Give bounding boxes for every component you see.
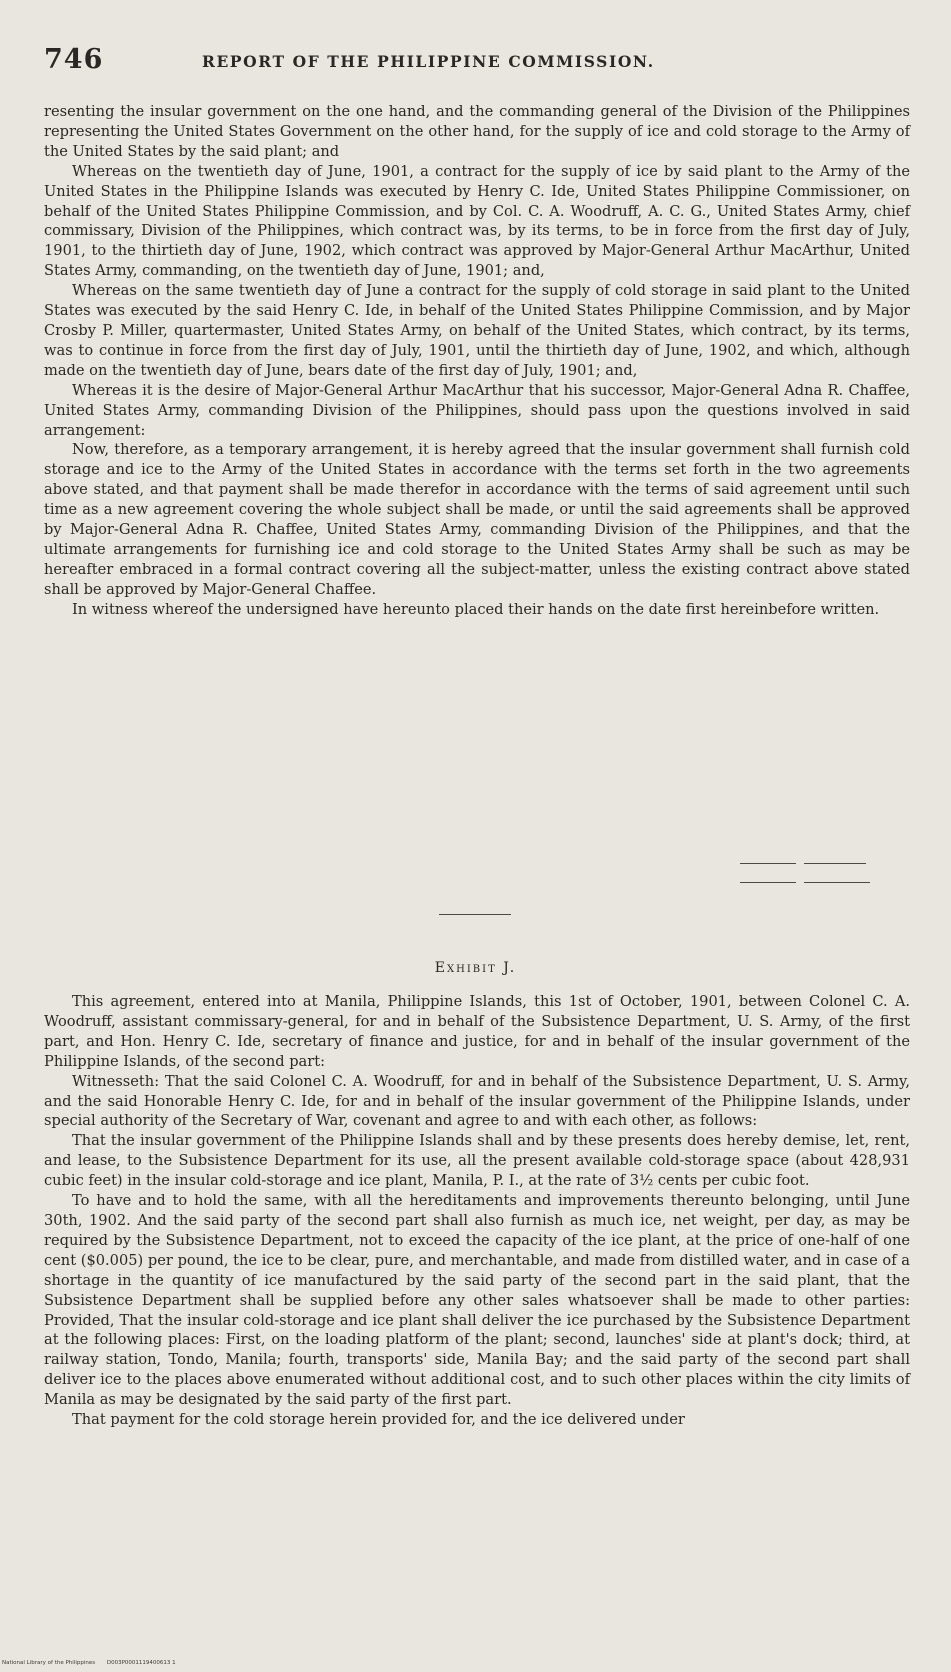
paragraph: Whereas on the same twentieth day of June a contract for the supply of cold storage in said plant to the United States was executed by the said Henry C. Ide, in behalf of the United States Philippine Commission, and by Major Crosby P. Miller, quartermaster, United States Army, on behalf of the United States, which contract, by its terms, was to continue in force from the first day of July, 1901, until the thirtieth day of June, 1902, and which, although made on the twentieth day of June, bears date of the first day of July, 1901; and,: [44, 282, 910, 379]
signature-line: [804, 882, 870, 883]
signature-line: [804, 863, 866, 864]
library-credit: National Library of the Philippines: [2, 1660, 96, 1666]
section-divider: [439, 914, 511, 915]
body-text-part1: [44, 102, 910, 620]
scan-code: D003P0001119400613 1: [106, 1660, 176, 1666]
exhibit-heading: Exhibit J.: [434, 960, 517, 976]
body-text-part2: [44, 992, 910, 1430]
paragraph: That payment for the cold storage herein provided for, and the ice delivered under: [72, 1411, 685, 1429]
paragraph: Witnesseth: That the said Colonel C. A. Woodruff, for and in behalf of the Subsistence Department, U. S. Army, and the said Honorable Henry C. Ide, for and in behalf of the insular government of the Philippine Islands, under special authority of the Secretary of War, covenant and agree to and with each other, as follows:: [44, 1072, 910, 1130]
paragraph: Whereas on the twentieth day of June, 1901, a contract for the supply of ice by said plant to the Army of the United States in the Philippine Islands was executed by Henry C. Ide, United States Philippine Commissioner, on behalf of the United States Philippine Commission, and by Col. C. A. Woodruff, A. C. G., United States Army, chief commissary, Division of the Philippines, which contract was, by its terms, to be in force from the first day of July, 1901, to the thirtieth day of June, 1902, which contract was approved by Major-General Arthur MacArthur, United States Army, commanding, on the twentieth day of June, 1901; and,: [44, 162, 910, 280]
signature-line: [740, 882, 796, 883]
paragraph: That the insular government of the Philippine Islands shall and by these presents does hereby demise, let, rent, and lease, to the Subsistence Department for its use, all the present available cold-storage space (about 428,931 cubic feet) in the insular cold-storage and ice plant, Manila, P. I., at the rate of 3½ cents per cubic foot.: [44, 1132, 910, 1190]
signature-lines: [740, 863, 880, 893]
signature-line: [740, 863, 796, 864]
page-header: [44, 44, 904, 84]
paragraph: resenting the insular government on the one hand, and the commanding general of the Division of the Philippines representing the United States Government on the other hand, for the supply of ice and cold storage to the Army of the United States by the said plant; and: [44, 103, 910, 160]
paragraph: This agreement, entered into at Manila, Philippine Islands, this 1st of October, 1901, between Colonel C. A. Woodruff, assistant commissary-general, for and in behalf of the Subsistence Department, U. S. Army, of the first part, and Hon. Henry C. Ide, secretary of finance and justice, for and in behalf of the insular government of the Philippine Islands, of the second part:: [44, 993, 910, 1070]
paragraph: In witness whereof the undersigned have hereunto placed their hands on the date first hereinbefore written.: [72, 600, 880, 618]
page-number: 746: [44, 44, 104, 75]
paragraph: To have and to hold the same, with all the hereditaments and improvements thereunto belonging, until June 30th, 1902. And the said party of the second part shall also furnish as much ice, net weight, per day, as may be required by the Subsistence Department, not to exceed the capacity of the ice plant, at the price of one-half of one cent ($0.005) per pound, the ice to be clear, pure, and merchantable, and made from distilled water, and in case of a shortage in the quantity of ice manufactured by the said party of the second part in the said plant, that the Subsistence Department shall be supplied before any other sales whatsoever shall be made to other parties: Provided, That the insular cold-storage and ice plant shall deliver the ice purchased by the Subsistence Department at the following places: First, on the loading platform of the plant; second, launches' side at plant's dock; third, at railway station, Tondo, Manila; fourth, transports' side, Manila Bay; and the said party of the second part shall deliver ice to the places above enumerated without additional cost, and to such other places within the city limits of Manila as may be designated by the said party of the first part.: [44, 1192, 910, 1409]
paragraph: Now, therefore, as a temporary arrangement, it is hereby agreed that the insular government shall furnish cold storage and ice to the Army of the United States in accordance with the terms set forth in the two agreements above stated, and that payment shall be made therefor in accordance with the terms of said agreement until such time as a new agreement covering the whole subject shall be made, or until the said agreements shall be approved by Major-General Adna R. Chaffee, United States Army, commanding Division of the Philippines, and that the ultimate arrangements for furnishing ice and cold storage to the United States Army shall be such as may be hereafter embraced in a formal contract covering all the subject-matter, unless the existing contract above stated shall be approved by Major-General Chaffee.: [44, 441, 910, 598]
running-title: REPORT OF THE PHILIPPINE COMMISSION.: [202, 52, 655, 71]
scan-footer: [2, 1660, 186, 1666]
paragraph: Whereas it is the desire of Major-General Arthur MacArthur that his successor, Major-General Adna R. Chaffee, United States Army, commanding Division of the Philippines, should pass upon the questions involved in said arrangement:: [44, 381, 910, 439]
